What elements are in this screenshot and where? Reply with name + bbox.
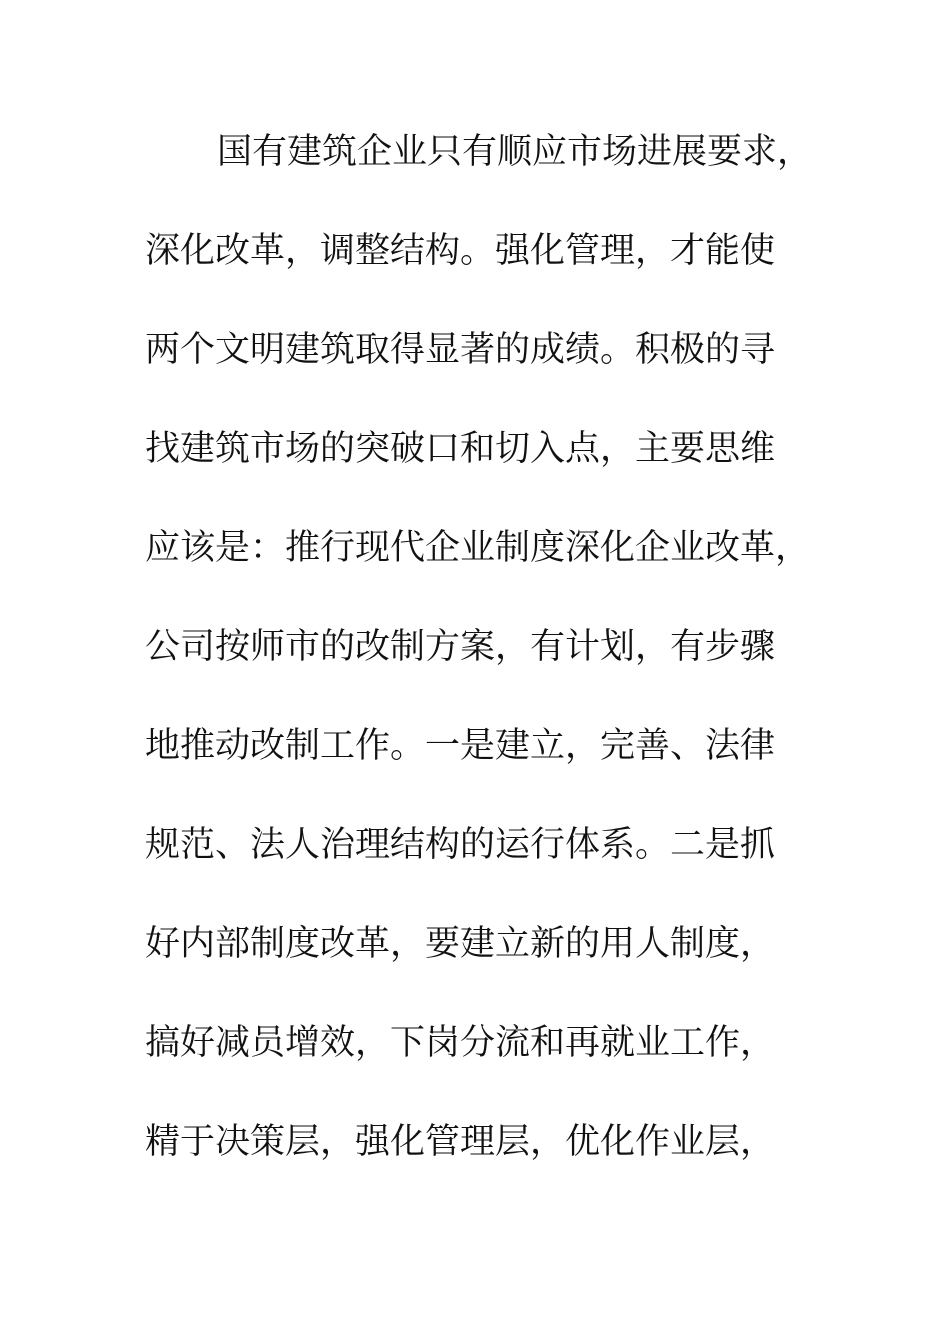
paragraph-line-6: 公司按师市的改制方案，有计划，有步骤 (145, 627, 776, 667)
paragraph-line-4: 找建筑市场的突破口和切入点，主要思维 (145, 429, 776, 469)
paragraph-line-2: 深化改革，调整结构。强化管理，才能使 (145, 231, 776, 271)
paragraph-line-9: 好内部制度改革，要建立新的用人制度， (145, 924, 776, 964)
paragraph-line-5: 应该是：推行现代企业制度深化企业改革， (145, 528, 811, 568)
body-paragraph (145, 122, 813, 1211)
paragraph-line-8: 规范、法人治理结构的运行体系。二是抓 (145, 825, 776, 865)
paragraph-line-3: 两个文明建筑取得显著的成绩。积极的寻 (145, 330, 776, 370)
paragraph-line-11: 精于决策层，强化管理层，优化作业层， (145, 1122, 776, 1162)
paragraph-line-7: 地推动改制工作。一是建立，完善、法律 (145, 726, 776, 766)
paragraph-line-1: 国有建筑企业只有顺应市场进展要求， (217, 132, 813, 172)
paragraph-line-10: 搞好减员增效，下岗分流和再就业工作， (145, 1023, 776, 1063)
